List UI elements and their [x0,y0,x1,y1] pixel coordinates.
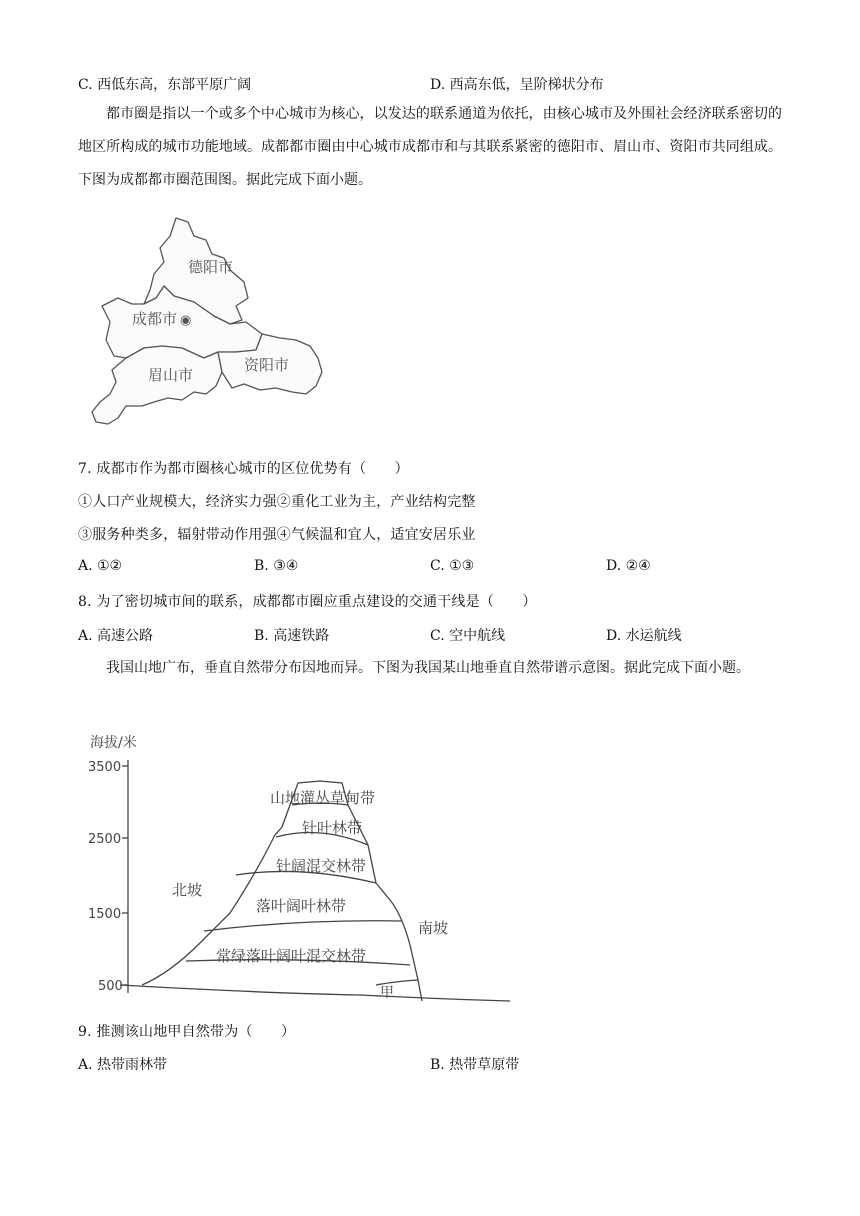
q7-statement-line-1: ①人口产业规模大，经济实力强②重化工业为主，产业结构完整 [78,494,476,510]
q7-stem: 7. 成都市作为都市圈核心城市的区位优势有（ ） [78,461,409,477]
q7-option-b: B. ③④ [254,558,299,574]
q9-option-b: B. 热带草原带 [430,1057,520,1073]
zone-jia: 甲 [380,985,394,1001]
label-meishan: 眉山市 [148,366,194,384]
chengdu-metro-map [84,212,334,440]
zone-evergreen-deciduous-mixed: 常绿落叶阔叶混交林带 [216,947,367,965]
q6-option-d: D. 西高东低，呈阶梯状分布 [430,77,604,93]
q7-statement-line-2: ③服务种类多，辐射带动作用强④气候温和宜人，适宜安居乐业 [78,527,476,543]
capital-symbol-icon: ◉ [180,313,192,328]
zone-coniferous-forest: 针叶林带 [302,819,363,837]
tick-2500: 2500 [88,832,122,847]
q8-stem: 8. 为了密切城市间的联系，成都都市圈应重点建设的交通干线是（ ） [78,594,537,610]
q7-option-c: C. ①③ [430,558,475,574]
tick-500: 500 [98,979,123,994]
q8-option-c: C. 空中航线 [430,628,506,644]
mountain-zonation-diagram [80,725,520,1010]
label-ziyang: 资阳市 [244,356,290,374]
q6-option-c: C. 西低东高，东部平原广阔 [78,77,252,93]
q7-option-a: A. ①② [78,558,123,574]
zone-mixed-forest: 针阔混交林带 [276,857,367,875]
tick-1500: 1500 [88,907,122,922]
q9-option-a: A. 热带雨林带 [78,1057,168,1073]
q8-option-a: A. 高速公路 [78,628,154,644]
zone-deciduous-broadleaf: 落叶阔叶林带 [256,897,347,915]
label-deyang: 德阳市 [188,258,234,276]
region-meishan [92,346,222,424]
north-slope-label: 北坡 [172,881,203,899]
label-chengdu: 成都市 [132,310,178,328]
south-slope-label: 南坡 [418,919,449,937]
q9-stem: 9. 推测该山地甲自然带为（ ） [78,1024,296,1040]
q8-option-d: D. 水运航线 [606,628,682,644]
y-axis-title: 海拔/米 [90,735,137,751]
tick-3500: 3500 [88,760,122,775]
passage-vertical-zones: 我国山地广布，垂直自然带分布因地而异。下图为我国某山地垂直自然带谱示意图。据此完成下面小题。 [106,660,750,676]
q8-option-b: B. 高速铁路 [254,628,330,644]
zone-alpine-shrub-meadow: 山地灌丛草甸带 [270,789,376,807]
q7-option-d: D. ②④ [606,558,651,574]
passage-metropolitan-area: 都市圈是指以一个或多个中心城市为核心，以发达的联系通道为依托，由核心城市及外围社会经济联系密切的地区所构成的城市功能地域。成都都市圈由中心城市成都市和与其联系紧密的德阳市、眉山市、资阳市共同组成。下图为成都都市圈范围图。据此完成下面小题。 [78,106,782,188]
